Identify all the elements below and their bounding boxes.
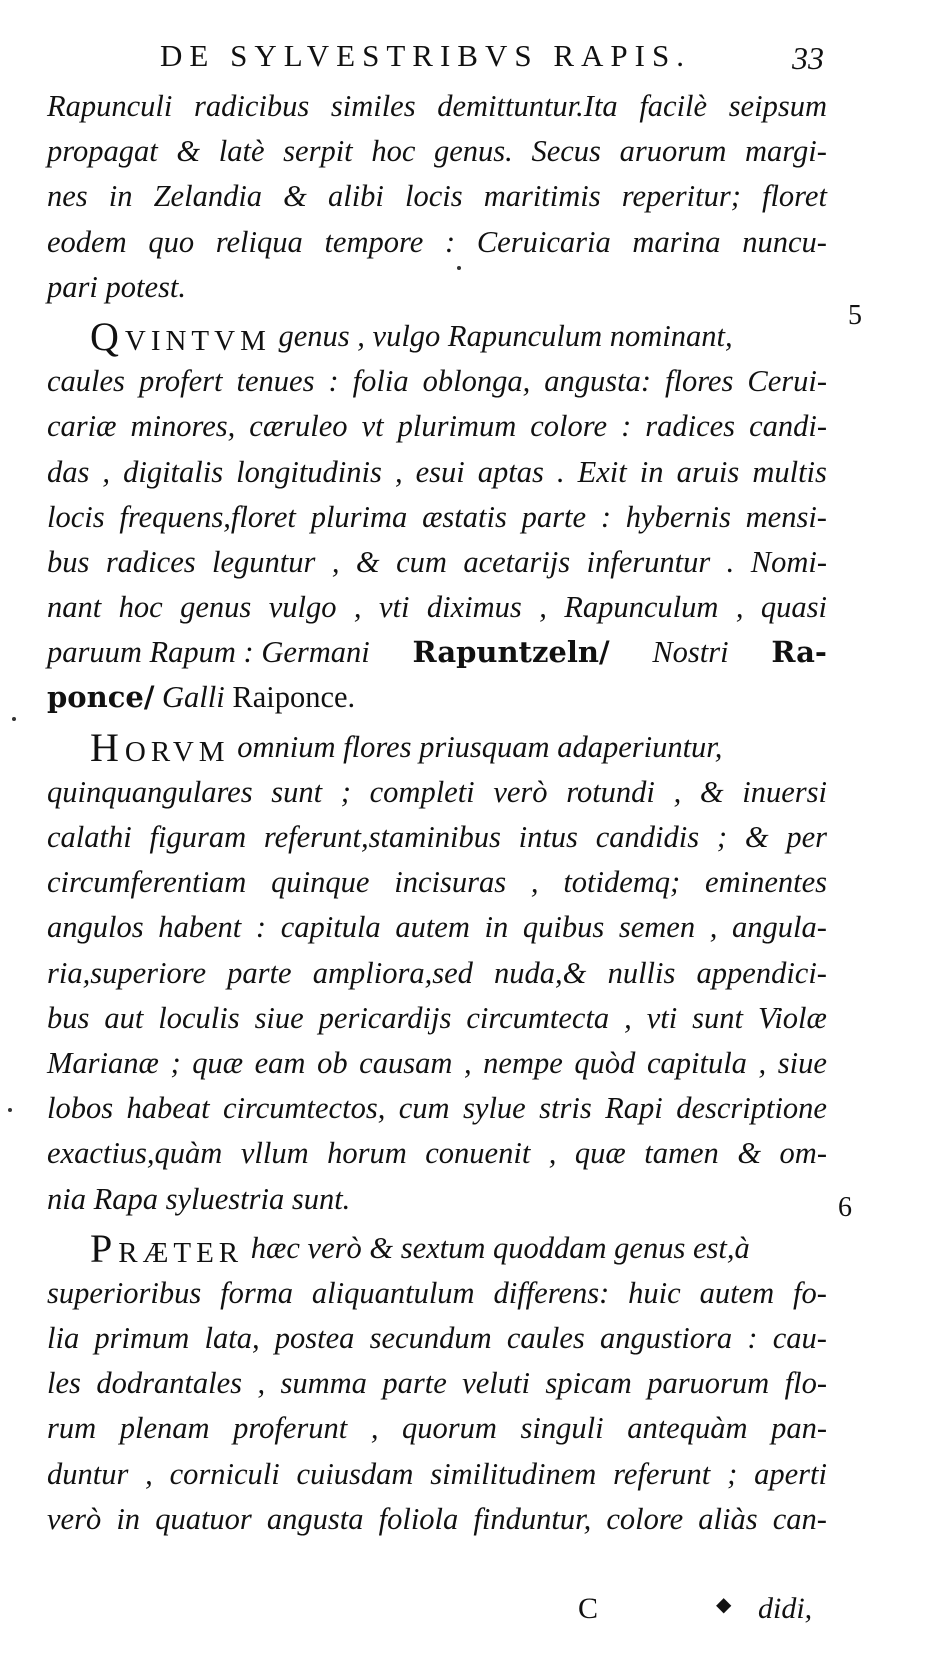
text-line-mixed: ponce/ Galli Raiponce.: [47, 675, 827, 720]
text-line: circumferentiam quinque incisuras , totidemq; eminentes: [47, 865, 827, 900]
blackletter-word: Ra-: [771, 635, 827, 670]
text-line: verò in quatuor angusta foliola finduntur, colore aliàs can-: [47, 1501, 827, 1536]
paragraph-start: [47, 725, 827, 770]
small-caps-heading: HORVM: [90, 724, 230, 770]
catchword: didi,: [758, 1592, 813, 1625]
text-line: nia Rapa syluestria sunt.: [47, 1181, 351, 1216]
body-text: [47, 84, 827, 1542]
text-line: les dodrantales , summa parte veluti spicam paruorum flo-: [47, 1366, 827, 1401]
text-line: Marianæ ; quæ eam ob causam , nempe quòd capitula , siue: [47, 1045, 827, 1080]
text-line: propagat & latè serpit hoc genus. Secus aruorum margi-: [47, 134, 827, 169]
text-line: nant hoc genus vulgo , vti diximus , Rapunculum , quasi: [47, 590, 827, 625]
text-line: eodem quo reliqua tempore : Ceruicaria marina nuncu-: [47, 224, 827, 259]
paragraph-start: [47, 1226, 827, 1271]
text-line: duntur , corniculi cuiusdam similitudinem referunt ; aperti: [47, 1456, 827, 1491]
text-line: lia primum lata, postea secundum caules angustiora : cau-: [47, 1321, 827, 1356]
text-line: caules profert tenues : folia oblonga, angusta: flores Cerui-: [47, 364, 827, 399]
paragraph-start: [47, 314, 827, 359]
text-line: hæc verò & sextum quoddam genus est,à: [250, 1230, 750, 1265]
text-line: ria,superiore parte ampliora,sed nuda,& nullis appendici-: [47, 955, 827, 990]
running-head: DE SYLVESTRIBVS RAPIS.: [160, 38, 691, 73]
text-line: genus , vulgo Rapunculum nominant,: [278, 318, 733, 353]
text-line: bus aut loculis siue pericardijs circumtecta , vti sunt Violæ: [47, 1000, 827, 1035]
text-line: exactius,quàm vllum horum conuenit , quæ tamen & om-: [47, 1136, 827, 1171]
text-line: lobos habeat circumtectos, cum sylue stris Rapi descriptione: [47, 1091, 827, 1126]
blackletter-word: ponce/: [47, 680, 155, 715]
text-line: cariæ minores, cæruleo vt plurimum colore : radices candi-: [47, 409, 827, 444]
text-line: superioribus forma aliquantulum differens: huic autem fo-: [47, 1275, 827, 1310]
text-line: Rapunculi radicibus similes demittuntur.Ita facilè seipsum: [47, 89, 827, 123]
page-number: 33: [792, 40, 824, 76]
blackletter-word: Rapuntzeln/: [412, 635, 610, 670]
text-line: bus radices leguntur , & cum acetarijs inferuntur . Nomi-: [47, 544, 827, 579]
small-caps-heading: PRÆTER: [90, 1225, 244, 1271]
text-line: calathi figuram referunt,staminibus intus candidis ; & per: [47, 820, 827, 854]
small-caps-heading: QVINTVM: [90, 313, 271, 359]
roman-word: Raiponce.: [232, 680, 356, 715]
text-line: nes in Zelandia & alibi locis maritimis reperitur; floret: [47, 179, 827, 214]
text-line: locis frequens,floret plurima æstatis parte : hybernis mensi-: [47, 499, 827, 534]
printer-ornament-icon: ◆: [716, 1594, 732, 1616]
text-line: pari potest.: [47, 269, 186, 304]
ink-speck: [457, 266, 461, 270]
text-line: quinquangulares sunt ; completi verò rotundi , & inuersi: [47, 774, 827, 809]
text-line: angulos habent : capitula autem in quibus semen , angula-: [47, 910, 827, 945]
signature-mark: C: [578, 1592, 599, 1625]
ink-speck: [12, 717, 16, 721]
margin-number: 5: [848, 300, 862, 331]
text-line-mixed: paruum Rapum : Germani Rapuntzeln/ Nostri Ra-: [47, 630, 827, 675]
text-line: rum plenam proferunt , quorum singuli antequàm pan-: [47, 1411, 827, 1446]
text-line: omnium flores priusquam adaperiuntur,: [237, 729, 723, 764]
text-line: das , digitalis longitudinis , esui aptas . Exit in aruis multis: [47, 454, 827, 489]
ink-speck: [8, 1108, 12, 1112]
margin-number: 6: [838, 1192, 852, 1223]
